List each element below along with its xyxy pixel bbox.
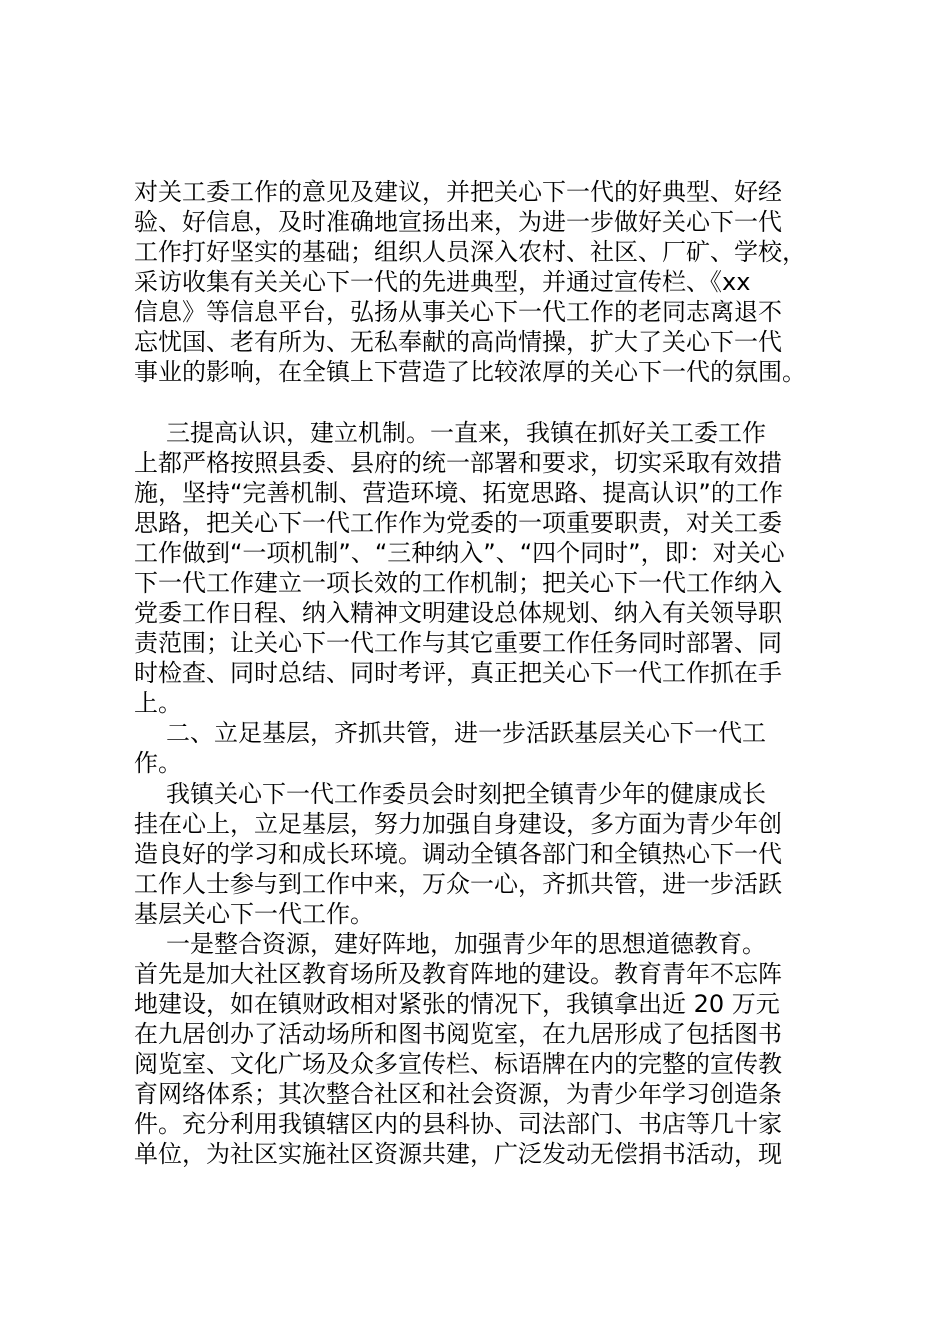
text-line: 造良好的学习和成长环境。调动全镇各部门和全镇热心下一代 [134,840,782,868]
text-line: 事业的影响，在全镇上下营造了比较浓厚的关心下一代的氛围。 [134,358,806,386]
text-line: 忘忧国、老有所为、无私奉献的高尚情操，扩大了关心下一代 [134,328,782,356]
text-line: 作。 [134,749,182,777]
text-line: 阅览室、文化广场及众多宣传栏、标语牌在内的完整的宣传教 [134,1050,782,1078]
text-line: 思路，把关心下一代工作作为党委的一项重要职责，对关工委 [134,509,782,537]
text-line: 下一代工作建立一项长效的工作机制；把关心下一代工作纳入 [134,569,782,597]
section-heading: 二、立足基层，齐抓共管，进一步活跃基层关心下一代工 [166,719,766,747]
text-line: 信息》等信息平台，弘扬从事关心下一代工作的老同志离退不 [134,298,782,326]
text-line: 育网络体系；其次整合社区和社会资源，为青少年学习创造条 [134,1080,782,1108]
text-line: 件。充分利用我镇辖区内的县科协、司法部门、书店等几十家 [134,1110,782,1138]
text-line: 首先是加大社区教育场所及教育阵地的建设。教育青年不忘阵 [134,960,782,988]
text-line: 我镇关心下一代工作委员会时刻把全镇青少年的健康成长 [166,780,766,808]
text-line: 单位，为社区实施社区资源共建，广泛发动无偿捐书活动，现 [134,1140,782,1168]
text-line: 工作打好坚实的基础；组织人员深入农村、社区、厂矿、学校， [134,238,806,266]
text-line: 验、好信息，及时准确地宣扬出来，为进一步做好关心下一代 [134,208,782,236]
text-line: 责范围；让关心下一代工作与其它重要工作任务同时部署、同 [134,629,782,657]
text-line: 挂在心上，立足基层，努力加强自身建设，多方面为青少年创 [134,810,782,838]
paragraph-heading: 一是整合资源，建好阵地，加强青少年的思想道德教育。 [166,930,766,958]
text-line: 工作做到“一项机制”、“三种纳入”、“四个同时”，即：对关心 [134,539,785,567]
text-line: 对关工委工作的意见及建议，并把关心下一代的好典型、好经 [134,178,782,206]
text-line: 上都严格按照县委、县府的统一部署和要求，切实采取有效措 [134,449,782,477]
text-line: 党委工作日程、纳入精神文明建设总体规划、纳入有关领导职 [134,599,782,627]
text-line: 时检查、同时总结、同时考评，真正把关心下一代工作抓在手 [134,659,782,687]
paragraph-heading: 三提高认识，建立机制。一直来，我镇在抓好关工委工作 [166,419,766,447]
text-line: 施，坚持“完善机制、营造环境、拓宽思路、提高认识”的工作 [134,479,783,507]
text-line: 在九居创办了活动场所和图书阅览室，在九居形成了包括图书 [134,1020,782,1048]
text-line: 上。 [134,689,182,717]
text-line: 工作人士参与到工作中来，万众一心，齐抓共管，进一步活跃 [134,870,782,898]
text-line: 地建设，如在镇财政相对紧张的情况下，我镇拿出近 20 万元 [134,990,780,1018]
text-line: 采访收集有关关心下一代的先进典型，并通过宣传栏、《xx [134,268,751,296]
text-line: 基层关心下一代工作。 [134,900,374,928]
